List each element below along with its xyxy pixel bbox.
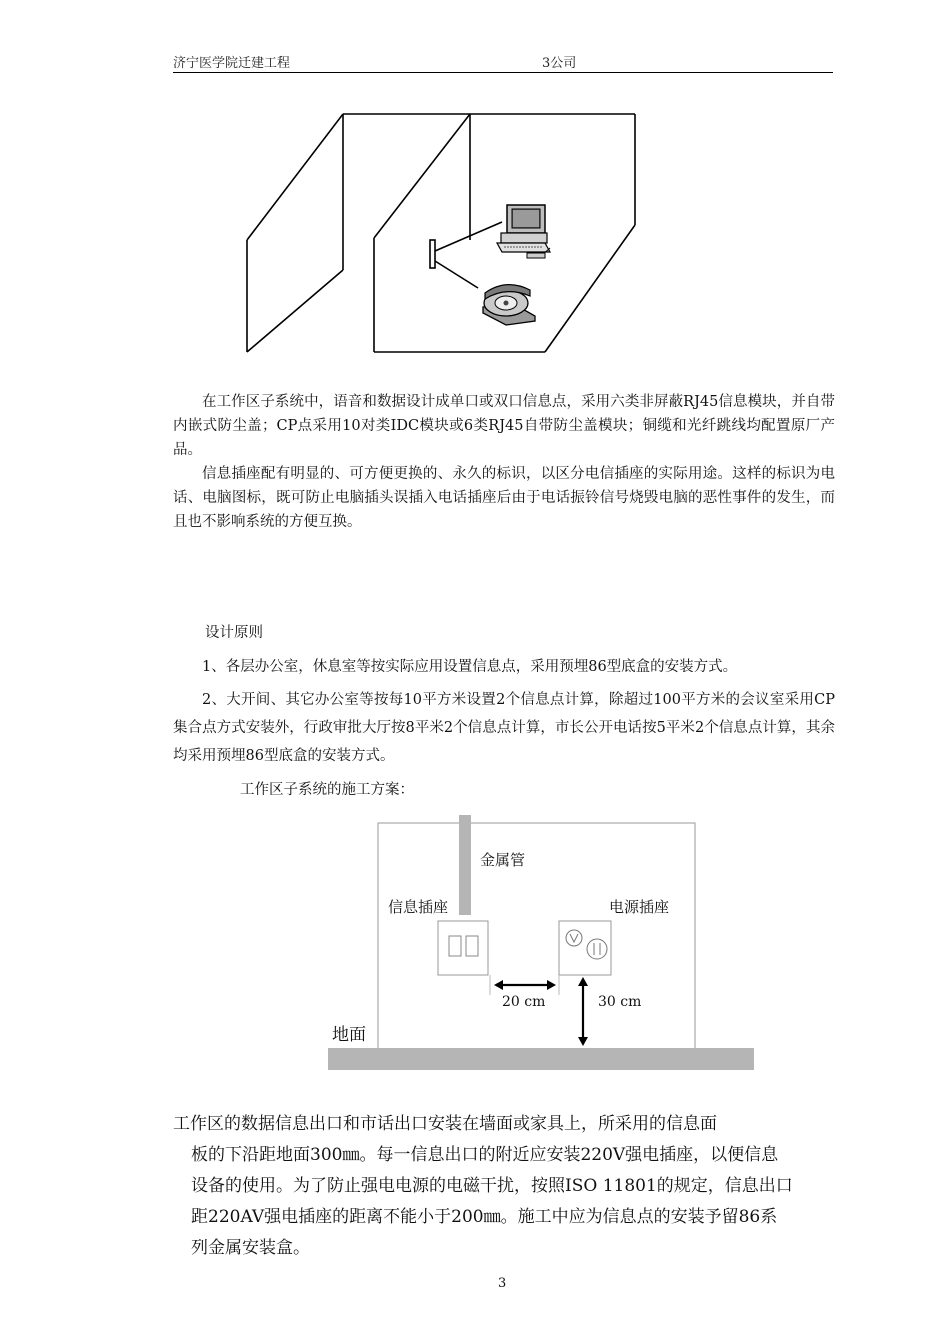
computer-icon xyxy=(497,205,550,258)
body-first-line: 工作区的数据信息出口和市话出口安装在墙面或家具上，所采用的信息面 xyxy=(173,1114,717,1134)
intro-paragraph-2: 信息插座配有明显的、可方便更换的、永久的标识，以区分电信插座的实际用途。这样的标识为电话、电脑图标，既可防止电脑插头误插入电话插座后由于电话振铃信号烧毁电脑的恶性事件的发生，而且也不影响系统的方便互换。 xyxy=(173,466,835,530)
socket-diagram xyxy=(328,815,758,1075)
design-item-1 xyxy=(173,653,835,681)
body-rest: 板的下沿距地面300㎜。每一信息出口的附近应安装220V强电插座，以便信息设备的使用。为了防止强电电源的电磁干扰，按照ISO 11801的规定，信息出口距220AV强电插座的距离不能小于200㎜。施工中应为信息点的安装予留86系列金属安装盒。 xyxy=(191,1145,793,1258)
design-item-2 xyxy=(173,686,835,770)
design-item-1-text: 1、各层办公室，休息室等按实际应用设置信息点，采用预埋86型底盒的安装方式。 xyxy=(202,659,738,675)
pipe-label: 金属管 xyxy=(480,851,526,869)
header-center: 3公司 xyxy=(542,56,577,71)
horizontal-distance-label: 20 cm xyxy=(502,994,546,1010)
floor-label: 地面 xyxy=(332,1025,366,1045)
design-item-2-text: 2、大开间、其它办公室等按每10平方米设置2个信息点计算，除超过100平方米的会议室采用CP集合点方式安装外，行政审批大厅按8平米2个信息点计算，市长公开电话按5平米2个信息点计算，其余均采用预埋86型底盒的安装方式。 xyxy=(173,692,835,764)
page-number: 3 xyxy=(498,1276,507,1291)
vertical-distance-label: 30 cm xyxy=(598,994,642,1010)
telephone-icon xyxy=(483,285,535,325)
plan-title: 工作区子系统的施工方案： xyxy=(240,782,414,798)
header-left: 济宁医学院迁建工程 xyxy=(173,56,291,71)
work-area-diagram xyxy=(240,110,650,360)
intro-paragraph-1: 在工作区子系统中，语音和数据设计成单口或双口信息点，采用六类非屏蔽RJ45信息模块，并自带内嵌式防尘盖；CP点采用10对类IDC模块或6类RJ45自带防尘盖模块；铜缆和光纤跳线均配置原厂产品。 xyxy=(173,394,835,458)
header-rule xyxy=(173,72,833,73)
body-paragraph xyxy=(173,1109,793,1264)
intro-section xyxy=(173,390,835,534)
design-title: 设计原则 xyxy=(205,625,263,641)
power-socket-label: 电源插座 xyxy=(609,898,670,916)
info-socket-label: 信息插座 xyxy=(388,898,449,916)
